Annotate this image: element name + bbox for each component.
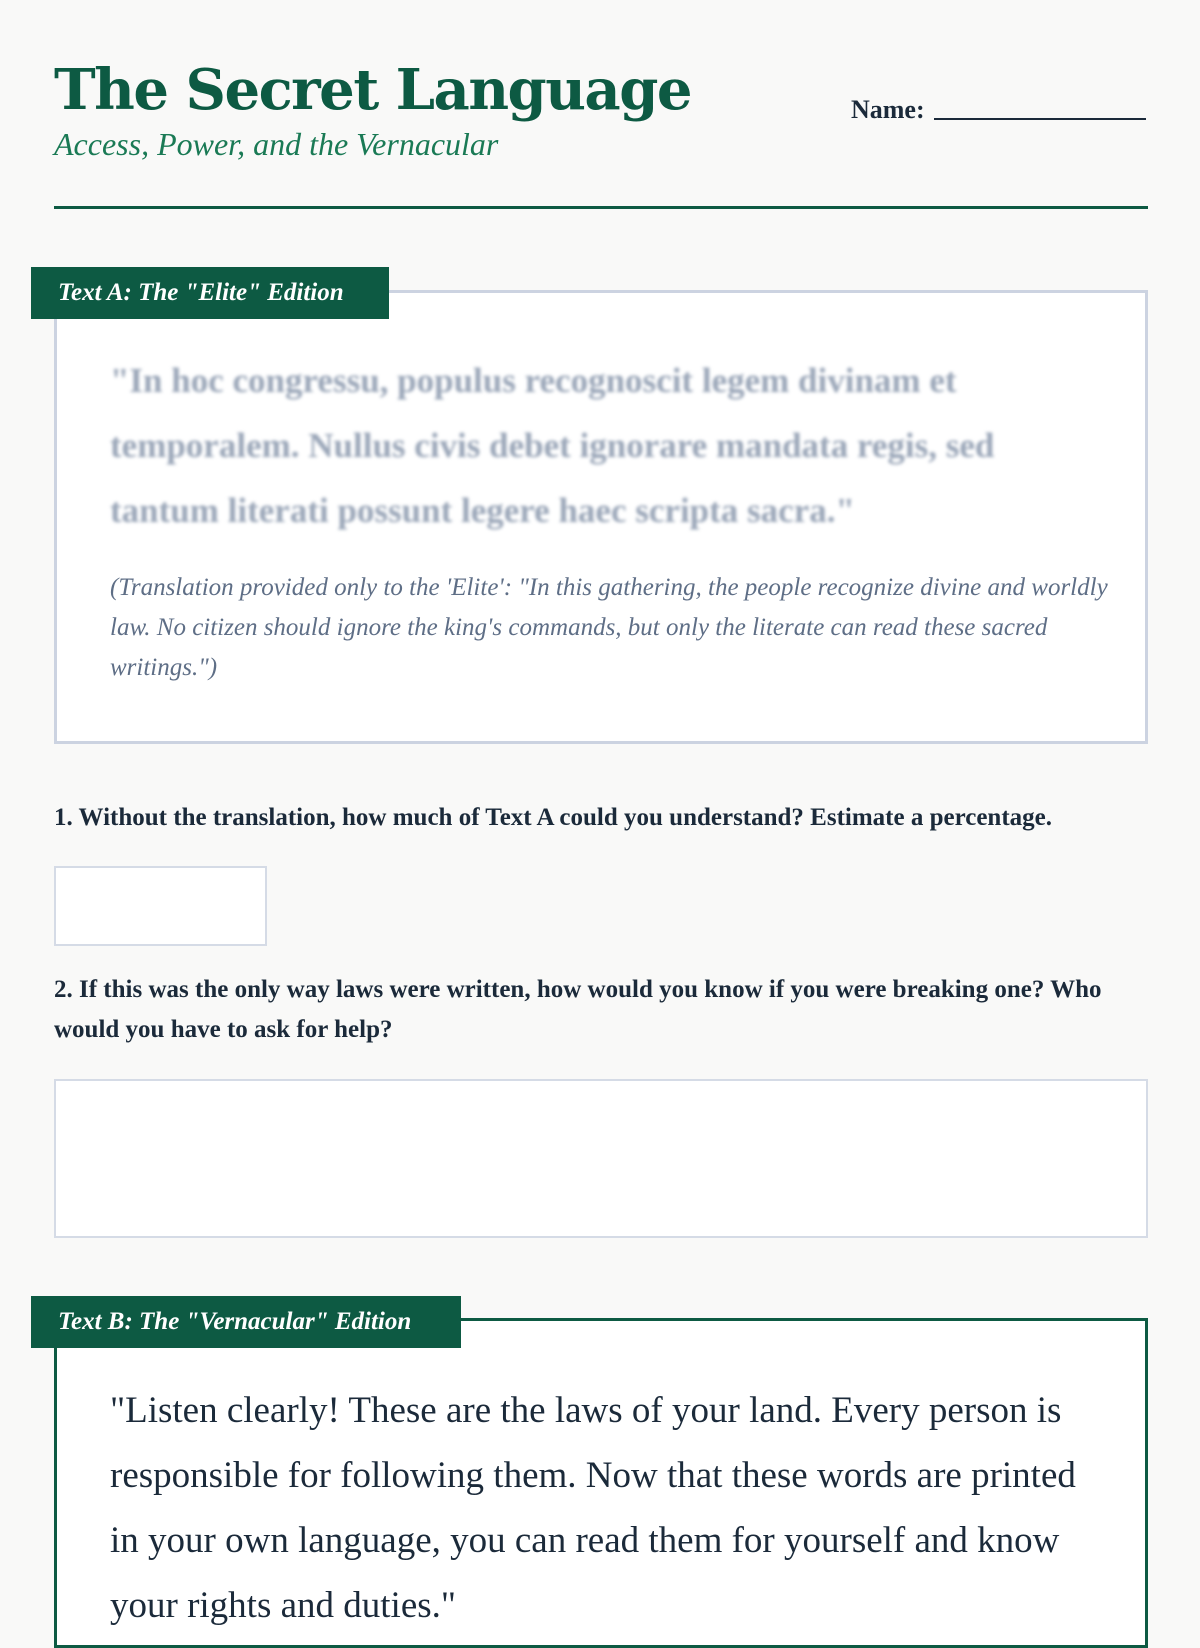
question-1-answer-field[interactable] <box>54 866 267 946</box>
translation-note: (Translation provided only to the 'Elite': "In this gathering, the people recognize divine and worldly law. No citizen should ignore the king's commands, but only the literate can read these sacred writings.") <box>110 574 1108 681</box>
question-2-answer-field[interactable] <box>54 1079 1148 1238</box>
latin-passage: "In hoc congressu, populus recognoscit legem divinam et temporalem. Nullus civis debet ignorare mandata regis, sed tantum literati possunt legere haec scripta sacra." <box>110 361 995 530</box>
header-divider <box>54 206 1148 209</box>
question-1: 1. Without the translation, how much of Text A could you understand? Estimate a percentage. <box>54 804 1053 831</box>
page-title: The Secret Language <box>54 57 691 123</box>
text-a-label: Text A: The "Elite" Edition <box>31 267 389 319</box>
page-subtitle: Access, Power, and the Vernacular <box>54 126 499 162</box>
name-label: Name: <box>851 95 925 124</box>
question-2: 2. If this was the only way laws were written, how would you know if you were breaking one? Who would you have to ask for help? <box>54 976 1102 1043</box>
name-blank-line[interactable] <box>934 118 1146 120</box>
vernacular-passage: "Listen clearly! These are the laws of your land. Every person is responsible for following them. Now that these words are printed in your own language, you can read them for yourself and know your rights and duties." <box>110 1390 1076 1626</box>
text-b-label: Text B: The "Vernacular" Edition <box>31 1296 461 1348</box>
